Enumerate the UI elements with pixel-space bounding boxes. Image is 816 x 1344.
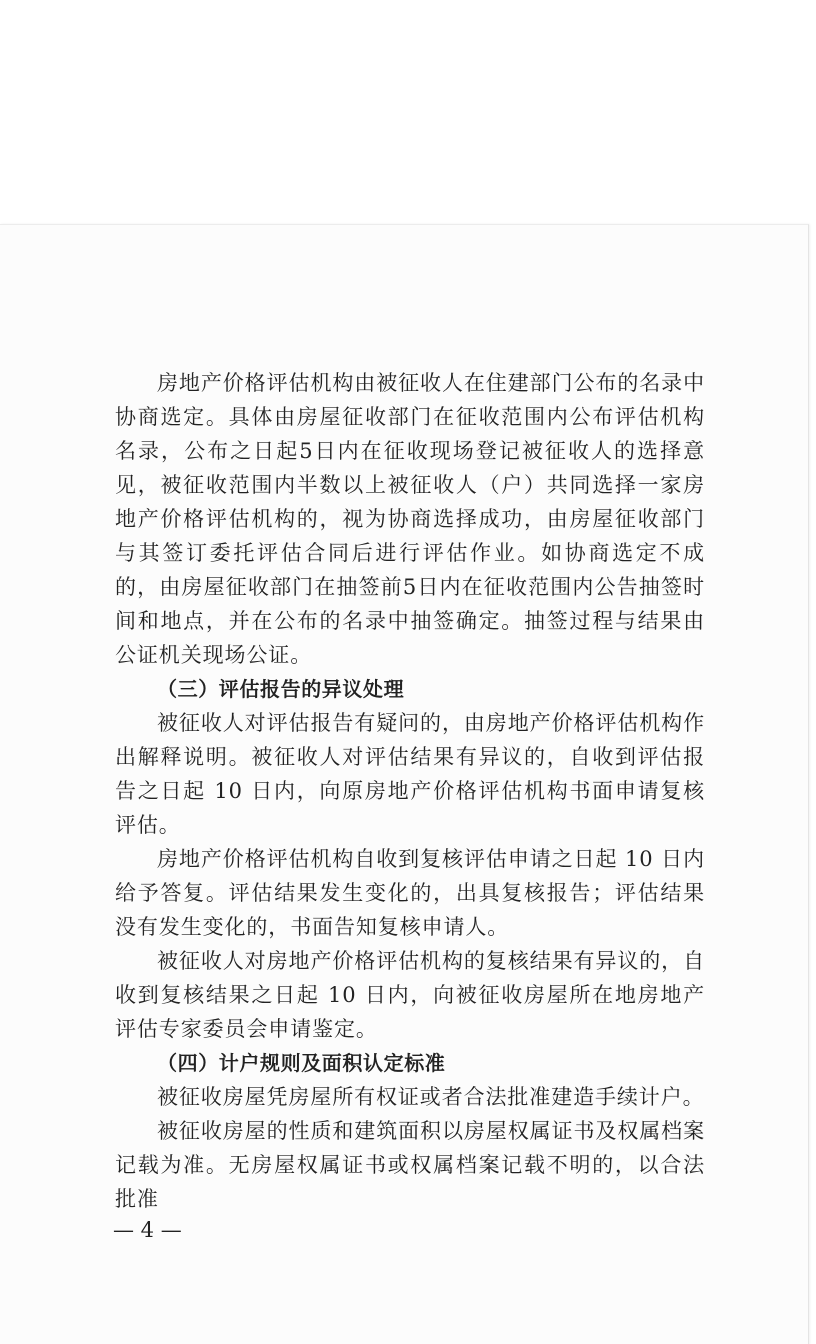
paragraph-area-determination: 被征收房屋的性质和建筑面积以房屋权属证书及权属档案记载为准。无房屋权属证书或权属档案记载不明的，以合法批准 — [115, 1119, 705, 1211]
paragraph-report-questions: 被征收人对评估报告有疑问的，由房地产价格评估机构作出解释说明。被征收人对评估结果有异议的，自收到评估报告之日起 10 日内，向原房地产价格评估机构书面申请复核评估。 — [115, 711, 705, 837]
paragraph-household-counting: 被征收房屋凭房屋所有权证或者合法批准建造手续计户。 — [157, 1085, 705, 1109]
paragraph-valuation-agency-selection: 房地产价格评估机构由被征收人在住建部门公布的名录中协商选定。具体由房屋征收部门在征收范围内公布评估机构名录，公布之日起5日内在征收现场登记被征收人的选择意见，被征收范围内半数以上被征收人（户）共同选择一家房地产价格评估机构的，视为协商选择成功，由房屋征收部门与其签订委托评估合同后进行评估作业。如协商选定不成的，由房屋征收部门在抽签前5日内在征收范围内公告抽签时间和地点，并在公布的名录中抽签确定。抽签过程与结果由公证机关现场公证。 — [115, 371, 705, 667]
paragraph-expert-appraisal: 被征收人对房地产价格评估机构的复核结果有异议的，自收到复核结果之日起 10 日内，向被征收房屋所在地房地产评估专家委员会申请鉴定。 — [115, 949, 705, 1041]
page-number: — 4 — — [113, 1218, 182, 1242]
section-heading-household-area-rules: （四）计户规则及面积认定标准 — [157, 1051, 446, 1075]
paragraph-review-reply: 房地产价格评估机构自收到复核评估申请之日起 10 日内给予答复。评估结果发生变化的，出具复核报告；评估结果没有发生变化的，书面告知复核申请人。 — [115, 847, 705, 939]
document-body — [115, 366, 705, 1216]
section-heading-objection-handling: （三）评估报告的异议处理 — [157, 677, 405, 701]
